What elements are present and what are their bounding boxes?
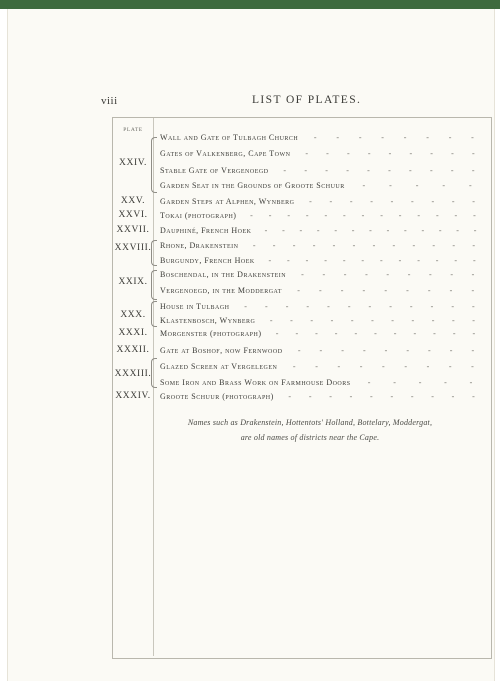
plate-caption: Burgundy, French Hoek (160, 256, 255, 265)
plate-caption: House in Tulbagh (160, 302, 230, 311)
plate-caption: Wall and Gate of Tulbagh Church (160, 133, 299, 142)
plate-caption: Gates of Valkenberg, Cape Town (160, 149, 291, 158)
dot-leader: - - - - - - - - - (292, 362, 475, 371)
plate-caption: Garden Steps at Alphen, Wynberg (160, 197, 295, 206)
plate-column-header: PLATE (123, 127, 143, 133)
dot-leader: - - - - - - - - (313, 133, 475, 142)
plate-entry (160, 180, 484, 192)
plate-caption: Dauphiné, French Hoek (160, 226, 252, 235)
plate-caption: Glazed Screen at Vergelegen (160, 362, 278, 371)
plate-number: XXIV. (119, 158, 147, 168)
plate-number: XXVI. (118, 210, 148, 220)
plate-entry (160, 240, 484, 252)
plate-entry (160, 345, 484, 357)
plate-entry (160, 165, 484, 177)
dot-leader: - - - - - (362, 181, 473, 190)
group-brace (151, 358, 157, 388)
plate-entry (160, 315, 484, 327)
plate-caption: Rhone, Drakenstein (160, 241, 239, 250)
plate-number: XXX. (120, 310, 146, 320)
plate-entry (160, 132, 484, 144)
dot-leader: - - - - - - - - - - - - - (264, 226, 477, 235)
plate-caption: Stable Gate of Vergenoegd (160, 166, 269, 175)
plate-entry (160, 225, 484, 237)
plate-caption: Gate at Boshof, now Fernwood (160, 346, 283, 355)
plate-caption: Vergenoegd, in the Moddergat (160, 286, 282, 295)
book-cover-edge (0, 0, 500, 9)
plate-entry (160, 361, 484, 373)
footnote-line-2: are old names of districts near the Cape. (240, 433, 380, 442)
plate-entry (160, 269, 484, 281)
dot-leader: - - - - - - - - - - - - (252, 241, 476, 250)
plate-caption: Some Iron and Brass Work on Farmhouse Doors (160, 378, 351, 387)
plate-number: XXV. (120, 196, 146, 206)
group-brace (151, 137, 157, 193)
plate-number: XXVIII. (114, 243, 152, 253)
dot-leader: - - - - - - - - - - (283, 166, 476, 175)
plate-entry (160, 210, 484, 222)
dot-leader: - - - - - - - - - (297, 346, 475, 355)
dot-leader: - - - - - - - - - - - - (244, 302, 476, 311)
dot-leader: - - - - - - - - - (301, 270, 475, 279)
plate-number: XXXI. (118, 328, 148, 338)
dot-leader: - - - - - - - - - (305, 149, 476, 158)
plate-entry (160, 301, 484, 313)
group-brace (151, 270, 157, 300)
plate-entry (160, 391, 484, 403)
plate-number: XXVII. (116, 225, 150, 235)
dot-leader: - - - - - - - - - - - (275, 329, 476, 338)
plate-entry (160, 255, 484, 267)
dot-leader: - - - - - - - - - - - - (268, 256, 477, 265)
plate-caption: Klastenbosch, Wynberg (160, 316, 256, 325)
dot-leader: - - - - - - - - - (309, 197, 476, 206)
plate-entry (160, 196, 484, 208)
dot-leader: - - - - - - - - - - - - - (250, 211, 477, 220)
plate-entry (160, 148, 484, 160)
plate-entry (160, 285, 484, 297)
dot-leader: - - - - - - - - - - (288, 392, 476, 401)
plate-number: XXXIV. (115, 391, 151, 401)
plate-caption: Groote Schuur (photograph) (160, 392, 274, 401)
plate-caption: Boschendal, in the Drakenstein (160, 270, 287, 279)
plate-entry (160, 328, 484, 340)
group-brace (151, 301, 157, 327)
plate-number: XXXIII. (114, 369, 152, 379)
group-brace (151, 240, 157, 266)
plate-caption: Tokai (photograph) (160, 211, 237, 220)
plate-caption: Garden Seat in the Grounds of Groote Schuur (160, 181, 345, 190)
plate-caption: Morgenster (photograph) (160, 329, 262, 338)
dot-leader: - - - - - - - - - - - (269, 316, 476, 325)
plate-number: XXIX. (118, 277, 148, 287)
page-number: viii (101, 95, 118, 107)
page-title: LIST OF PLATES. (252, 94, 362, 106)
footnote-line-1: Names such as Drakenstein, Hottentots' Holland, Bottelary, Moddergat, (187, 418, 433, 427)
dot-leader: - - - - - (367, 378, 473, 387)
plate-number: XXXII. (116, 345, 150, 355)
plate-entry (160, 377, 484, 389)
dot-leader: - - - - - - - - - (297, 286, 475, 295)
